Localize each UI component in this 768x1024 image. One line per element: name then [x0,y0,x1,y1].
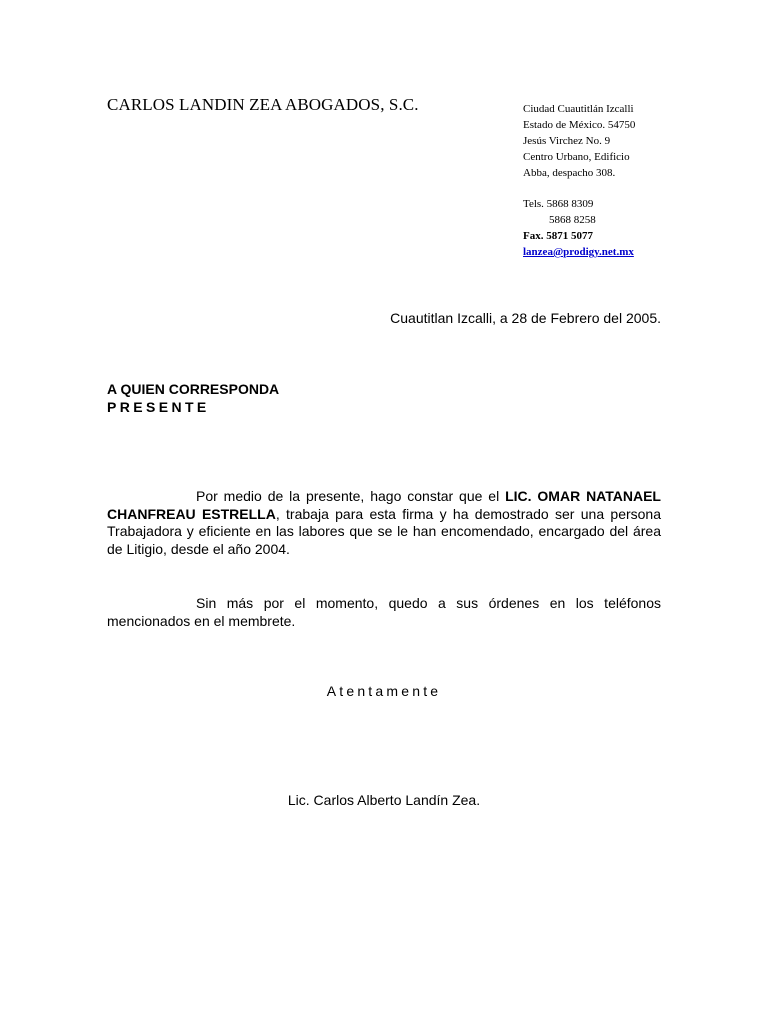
letterhead-contact-block [523,101,635,260]
closing-salutation: Atentamente [326,683,442,699]
address-line-city: Ciudad Cuautitlán Izcalli [523,103,634,115]
email-link[interactable]: lanzea@prodigy.net.mx [523,246,634,258]
body-paragraph-1 [107,488,661,558]
recipient-block [107,380,279,416]
paragraph-2-text: Sin más por el momento, quedo a sus órdenes en los teléfonos mencionados en el membrete. [107,595,661,629]
presente-line: PRESENTE [107,399,210,415]
address-line-office: Abba, despacho 308. [523,167,616,179]
date-line: Cuautitlan Izcalli, a 28 de Febrero del 2005. [390,310,661,326]
paragraph-1-intro: Por medio de la presente, hago constar que el [196,488,506,504]
phone-line-2: 5868 8258 [549,214,596,226]
recipient-line: A QUIEN CORRESPONDA [107,381,280,397]
address-line-state: Estado de México. 54750 [523,119,636,131]
signature-name: Lic. Carlos Alberto Landín Zea. [287,792,481,808]
body-paragraph-2 [107,595,661,630]
address-line-street: Jesús Virchez No. 9 [523,135,611,147]
firm-name: CARLOS LANDIN ZEA ABOGADOS, S.C. [107,95,419,114]
address-line-building: Centro Urbano, Edificio [523,151,630,163]
phone-line-1: Tels. 5868 8309 [523,198,594,210]
fax-number: Fax. 5871 5077 [523,230,593,242]
contact-spacer [523,181,635,196]
employee-name: LIC. OMAR NATANAEL CHANFREAU ESTRELLA [107,488,661,522]
paragraph-1-rest: , trabaja para esta firma y ha demostrado ser una persona Trabajadora y eficiente en las labores que se le han encomendado, encargado del área de Litigio, desde el año 2004. [107,505,661,557]
